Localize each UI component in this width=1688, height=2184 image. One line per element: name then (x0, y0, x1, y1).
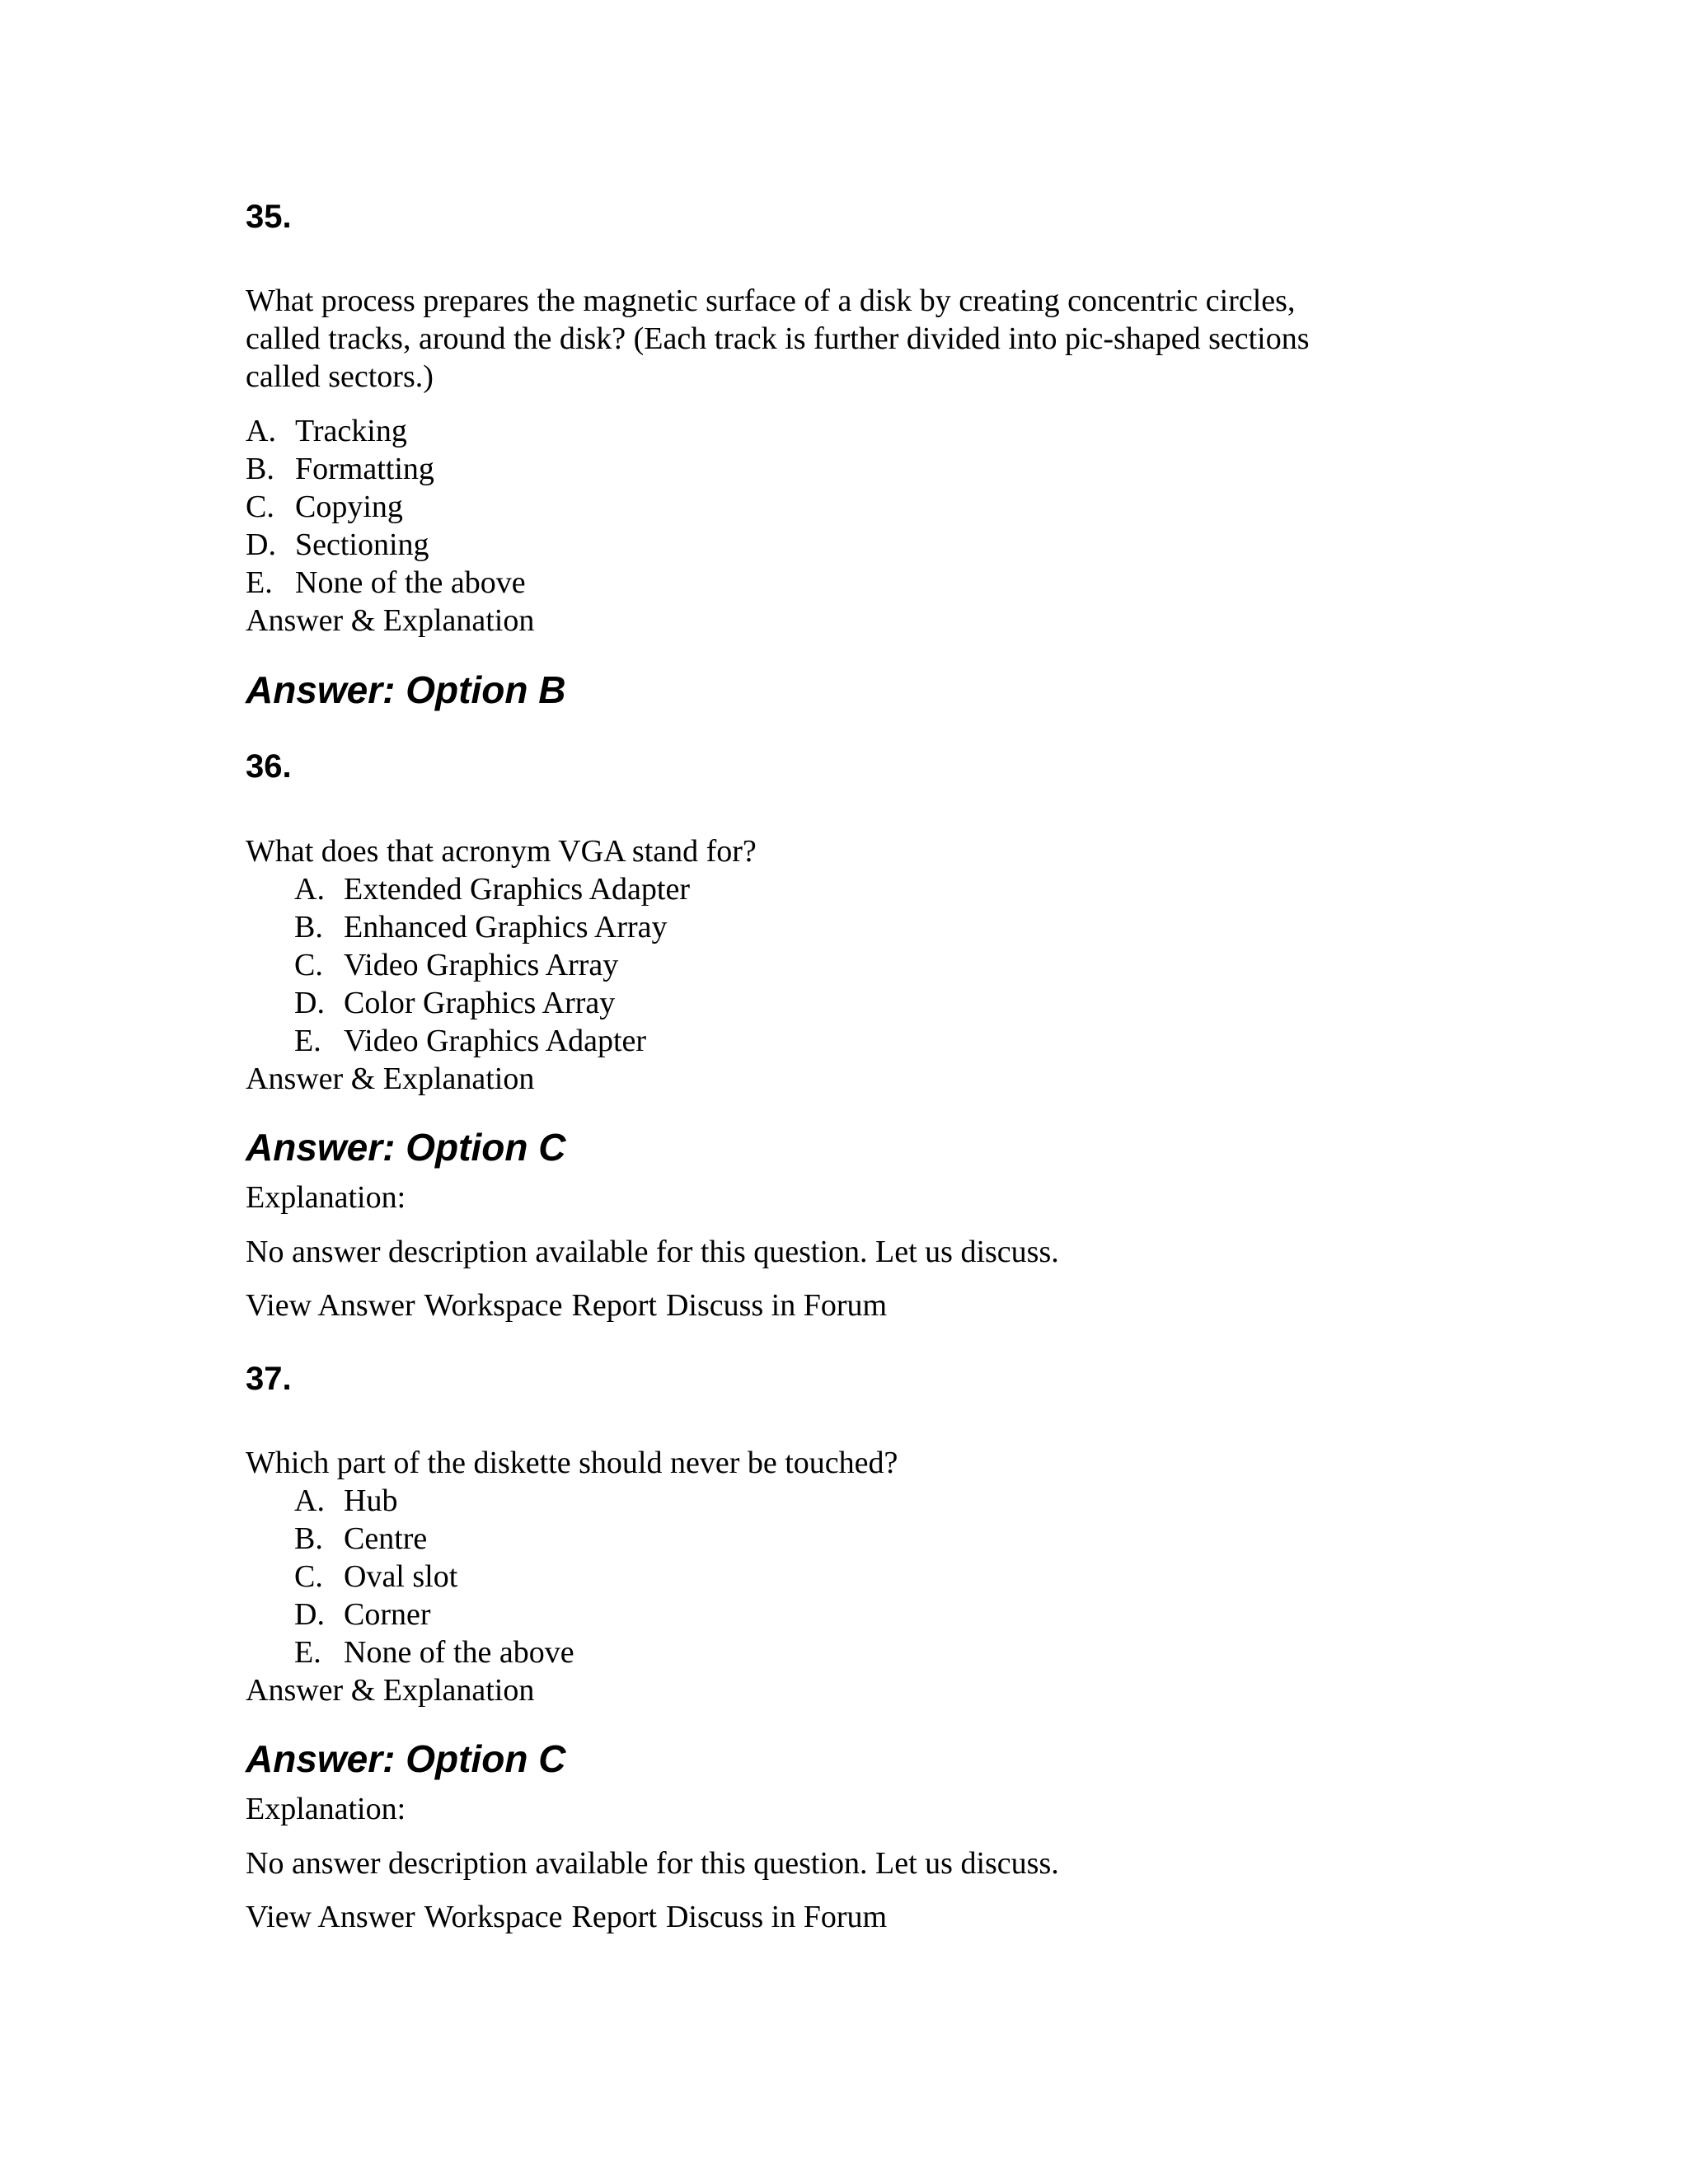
discuss-in-forum-link[interactable]: Discuss in Forum (665, 1900, 888, 1934)
option-text: Video Graphics Array (344, 948, 619, 982)
view-answer-link[interactable]: View Answer (246, 1900, 415, 1934)
option-letter: C. (294, 1559, 323, 1594)
option-d[interactable] (294, 984, 615, 1022)
option-b[interactable] (294, 908, 668, 946)
action-links (246, 1286, 896, 1324)
option-letter: A. (294, 872, 325, 907)
option-e[interactable] (294, 1633, 574, 1671)
answer-explanation-link[interactable]: Answer & Explanation (246, 1673, 535, 1708)
option-letter: D. (246, 527, 276, 562)
report-link[interactable]: Report (571, 1900, 657, 1934)
option-text: Enhanced Graphics Array (344, 910, 668, 944)
option-text: Sectioning (295, 527, 429, 562)
option-text: Oval slot (344, 1559, 458, 1594)
explanation-label: Explanation: (246, 1792, 406, 1826)
explanation-text: No answer description available for this question. Let us discuss. (246, 1846, 1059, 1881)
option-letter: E. (294, 1024, 321, 1058)
option-letter: B. (294, 910, 323, 944)
option-b[interactable] (246, 450, 434, 488)
option-text: Tracking (295, 414, 407, 448)
discuss-in-forum-link[interactable]: Discuss in Forum (665, 1288, 888, 1323)
option-b[interactable] (294, 1520, 427, 1558)
answer-heading: Answer: Option B (246, 668, 566, 711)
question-number: 36. (246, 748, 292, 785)
option-a[interactable] (294, 1482, 397, 1520)
option-a[interactable] (246, 412, 407, 450)
option-text: Formatting (295, 452, 434, 486)
option-d[interactable] (294, 1596, 431, 1633)
option-letter: A. (246, 414, 276, 448)
option-text: None of the above (344, 1635, 574, 1670)
option-letter: B. (246, 452, 274, 486)
answer-heading: Answer: Option C (246, 1737, 566, 1780)
workspace-link[interactable]: Workspace (424, 1288, 563, 1323)
workspace-link[interactable]: Workspace (424, 1900, 563, 1934)
answer-heading: Answer: Option C (246, 1126, 566, 1169)
option-letter: C. (294, 948, 323, 982)
option-e[interactable] (246, 564, 526, 602)
explanation-label: Explanation: (246, 1180, 406, 1215)
option-text: Color Graphics Array (344, 986, 616, 1020)
option-letter: C. (246, 490, 274, 524)
answer-explanation-link[interactable]: Answer & Explanation (246, 1062, 535, 1096)
report-link[interactable]: Report (571, 1288, 657, 1323)
option-a[interactable] (294, 870, 690, 908)
option-text: Corner (344, 1597, 431, 1632)
option-letter: A. (294, 1483, 325, 1518)
question-number: 37. (246, 1361, 292, 1397)
question-text-line: Which part of the diskette should never be touched? (246, 1446, 898, 1480)
option-text: Centre (344, 1521, 428, 1556)
option-c[interactable] (294, 946, 618, 984)
question-number: 35. (246, 199, 292, 235)
question-text-line: What process prepares the magnetic surface of a disk by creating concentric circles, (246, 284, 1296, 318)
option-letter: D. (294, 986, 325, 1020)
option-text: None of the above (295, 565, 526, 600)
option-letter: B. (294, 1521, 323, 1556)
question-text-line: called tracks, around the disk? (Each track is further divided into pic-shaped sections (246, 321, 1310, 356)
option-letter: E. (294, 1635, 321, 1670)
question-text-line: What does that acronym VGA stand for? (246, 834, 757, 869)
option-text: Video Graphics Adapter (344, 1024, 647, 1058)
option-letter: D. (294, 1597, 325, 1632)
option-letter: E. (246, 565, 273, 600)
action-links (246, 1898, 896, 1936)
question-text-line: called sectors.) (246, 359, 434, 394)
option-e[interactable] (294, 1022, 646, 1060)
option-text: Hub (344, 1483, 398, 1518)
option-c[interactable] (246, 488, 403, 526)
view-answer-link[interactable]: View Answer (246, 1288, 415, 1323)
explanation-text: No answer description available for this question. Let us discuss. (246, 1235, 1059, 1269)
option-text: Copying (295, 490, 403, 524)
option-c[interactable] (294, 1558, 457, 1596)
option-d[interactable] (246, 526, 429, 564)
answer-explanation-link[interactable]: Answer & Explanation (246, 603, 535, 638)
option-text: Extended Graphics Adapter (344, 872, 690, 907)
